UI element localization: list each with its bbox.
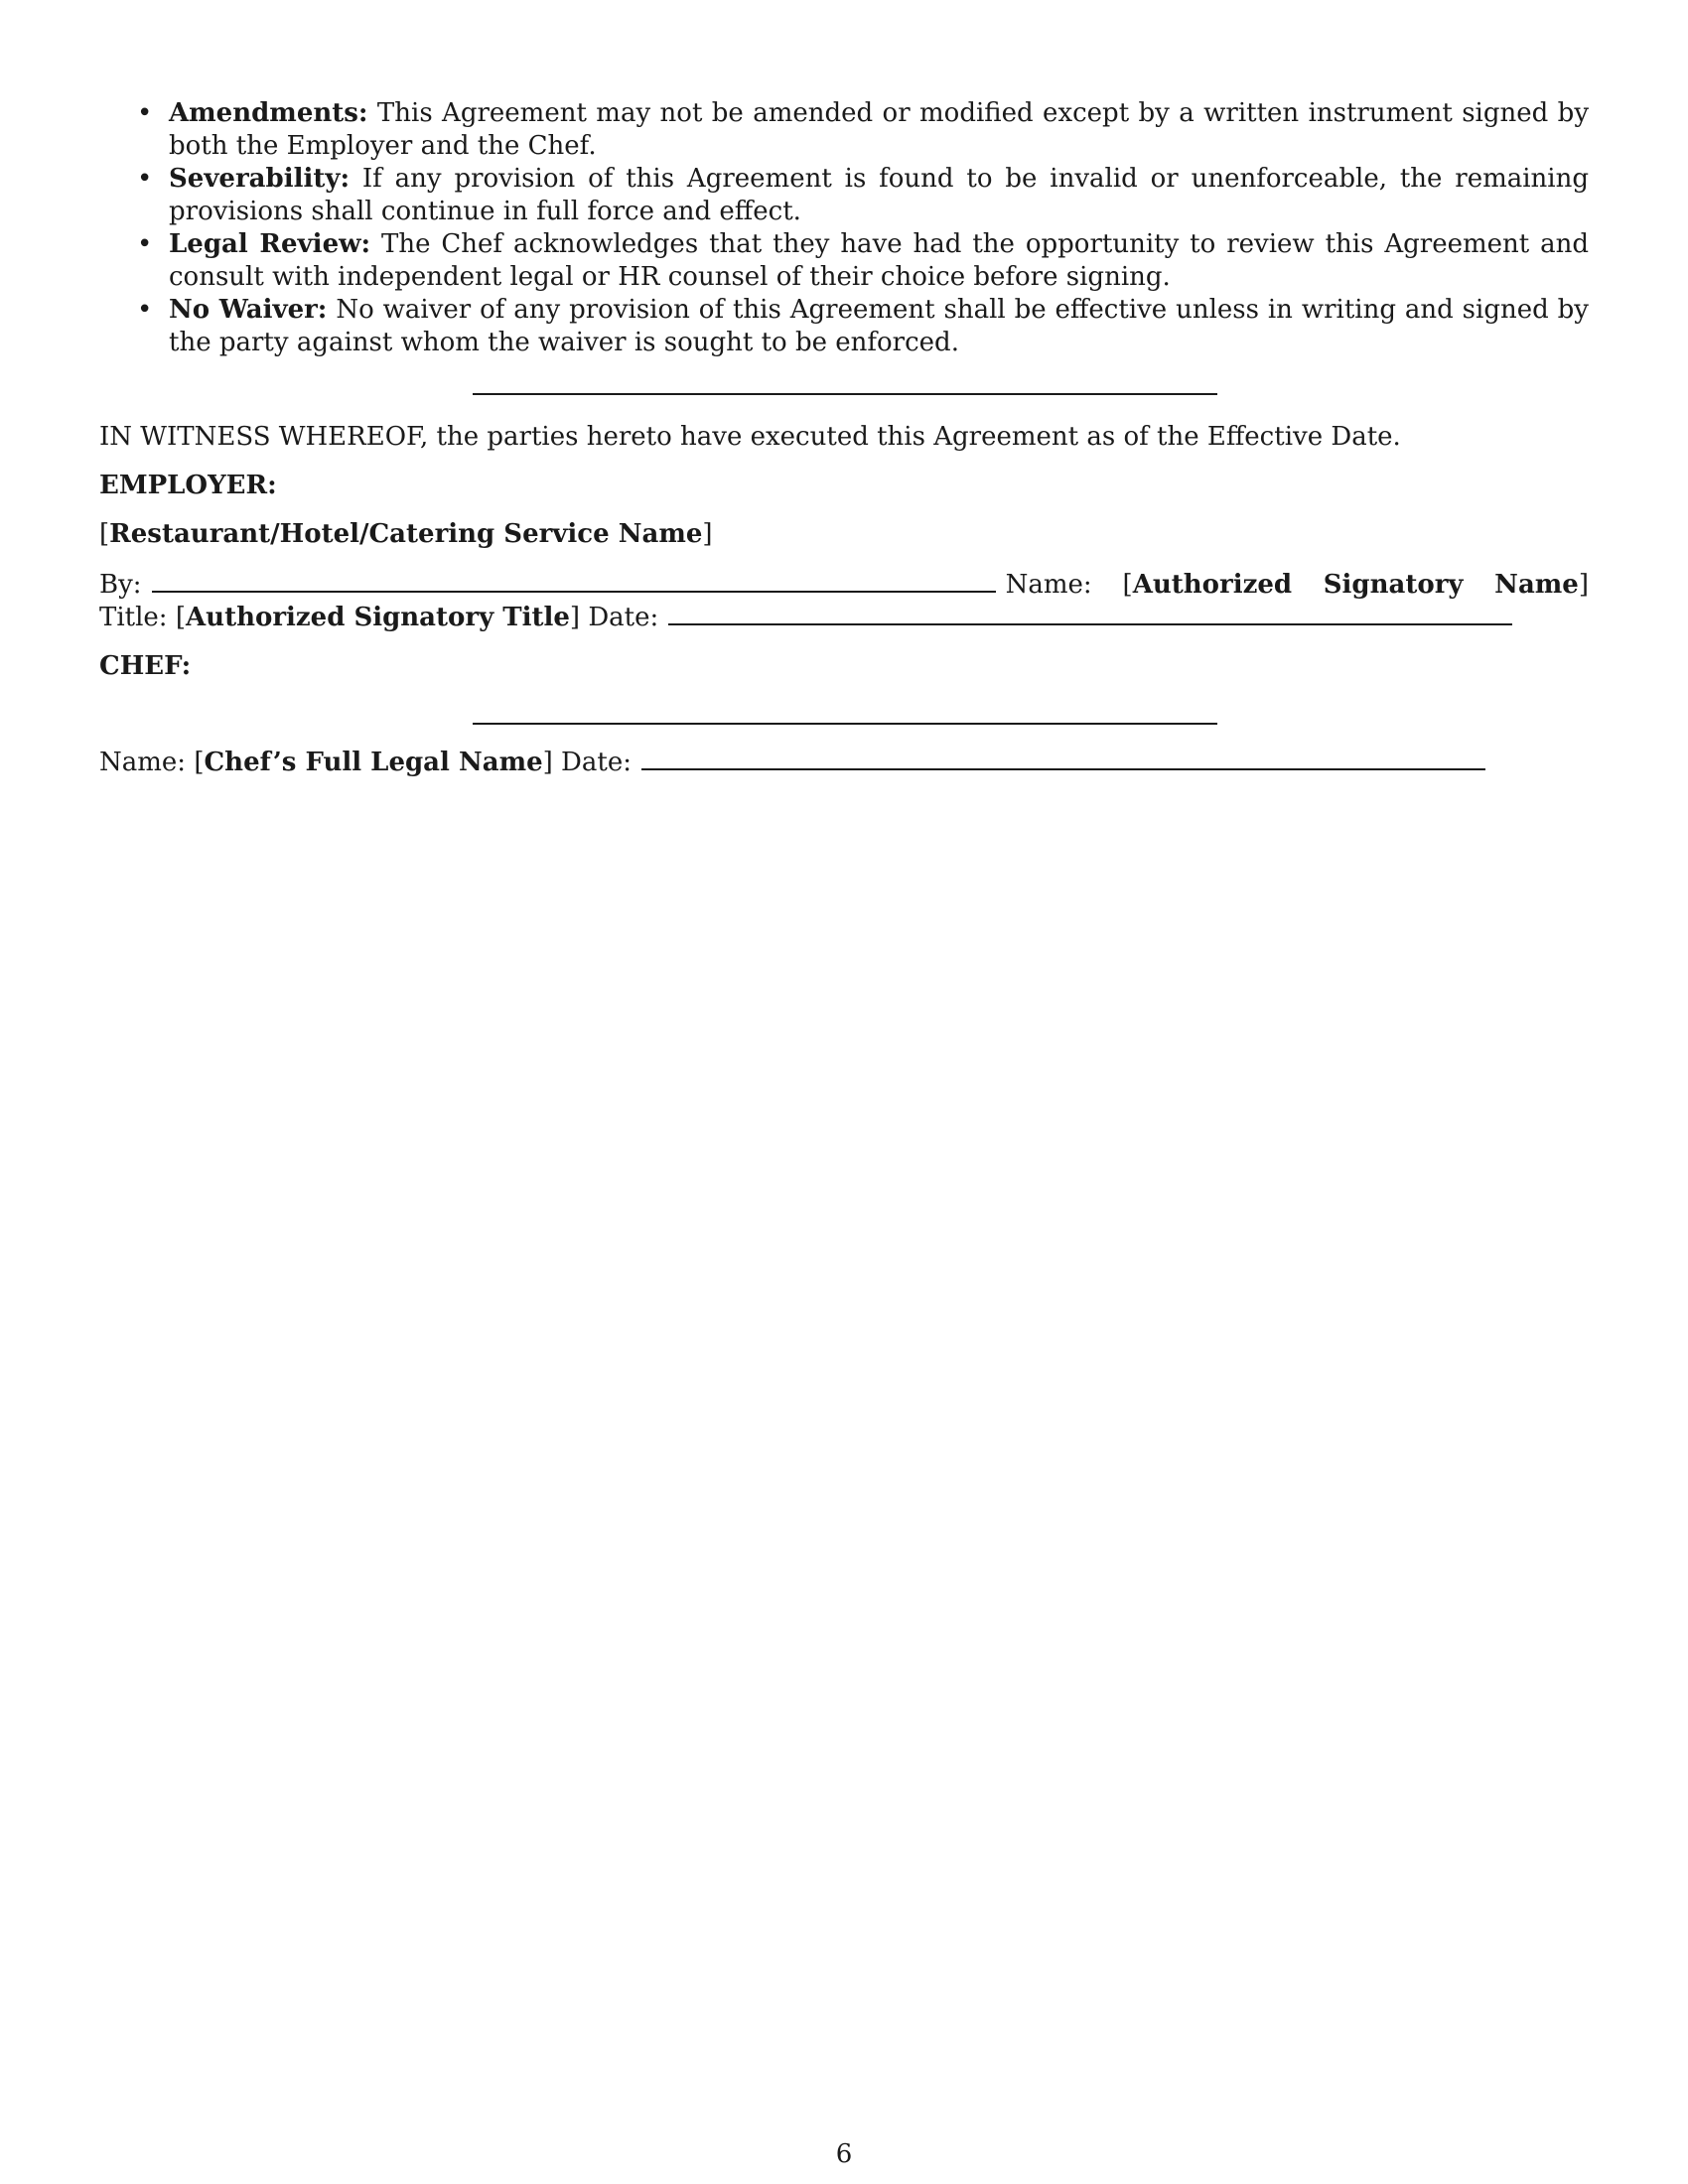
bracket-open: [ — [194, 748, 205, 777]
signatory-title-placeholder: Authorized Signatory Title — [186, 603, 570, 632]
clause-item — [99, 97, 1589, 163]
bullet-icon: • — [137, 295, 153, 325]
clause-list — [99, 97, 1589, 359]
page-number: 6 — [835, 2139, 853, 2169]
title-label: Title: — [99, 603, 168, 632]
date-label: Date: — [561, 748, 632, 777]
chef-signature-block — [99, 747, 1589, 779]
clause-text: This Agreement may not be amended or modified except by a written instrument signed by both the Employer and the Chef. — [169, 98, 1590, 161]
clause-text: If any provision of this Agreement is found to be invalid or unenforceable, the remaining provisions shall continue in full force and effect. — [169, 164, 1590, 226]
signatory-name-placeholder: Authorized Signatory Name — [1132, 570, 1579, 600]
clause-title: Legal Review: — [169, 229, 371, 259]
bracket-open: [ — [175, 603, 186, 632]
employer-signature-line[interactable] — [152, 569, 996, 593]
section-divider — [473, 393, 1217, 395]
name-label: Name: — [99, 748, 187, 777]
employer-company-name — [99, 518, 1589, 551]
clause-text: The Chef acknowledges that they have had the opportunity to review this Agreement and consult with independent legal or HR counsel of their choice before signing. — [169, 229, 1590, 292]
clause-item — [99, 163, 1589, 228]
clause-item — [99, 228, 1589, 294]
clause-title: No Waiver: — [169, 295, 328, 325]
bracket-close: ] — [702, 519, 713, 549]
bullet-icon: • — [137, 98, 153, 128]
chef-date-line[interactable] — [641, 747, 1485, 770]
clause-title: Amendments: — [169, 98, 368, 128]
bracket-open: [ — [99, 519, 110, 549]
clause-item — [99, 294, 1589, 359]
by-label: By: — [99, 570, 142, 600]
company-name-placeholder: Restaurant/Hotel/Catering Service Name — [109, 519, 703, 549]
bracket-close: ] — [542, 748, 553, 777]
chef-signature-line[interactable] — [473, 723, 1217, 725]
employer-date-line[interactable] — [668, 602, 1512, 625]
bracket-close: ] — [1578, 570, 1590, 600]
witness-statement: IN WITNESS WHEREOF, the parties hereto have executed this Agreement as of the Effective Date. — [99, 422, 1401, 452]
chef-name-placeholder: Chef’s Full Legal Name — [204, 748, 543, 777]
bracket-close: ] — [569, 603, 581, 632]
clause-text: No waiver of any provision of this Agreement shall be effective unless in writing and signed by the party against whom the waiver is sought to be enforced. — [169, 295, 1589, 357]
bullet-icon: • — [137, 229, 153, 259]
clause-title: Severability: — [169, 164, 351, 194]
employer-heading: EMPLOYER: — [99, 471, 277, 500]
date-label: Date: — [588, 603, 659, 632]
bullet-icon: • — [137, 164, 153, 194]
name-label: Name: — [1005, 570, 1092, 600]
chef-heading: CHEF: — [99, 651, 192, 681]
employer-signature-block — [99, 569, 1589, 634]
document-page — [99, 97, 1589, 779]
bracket-open: [ — [1122, 570, 1133, 600]
